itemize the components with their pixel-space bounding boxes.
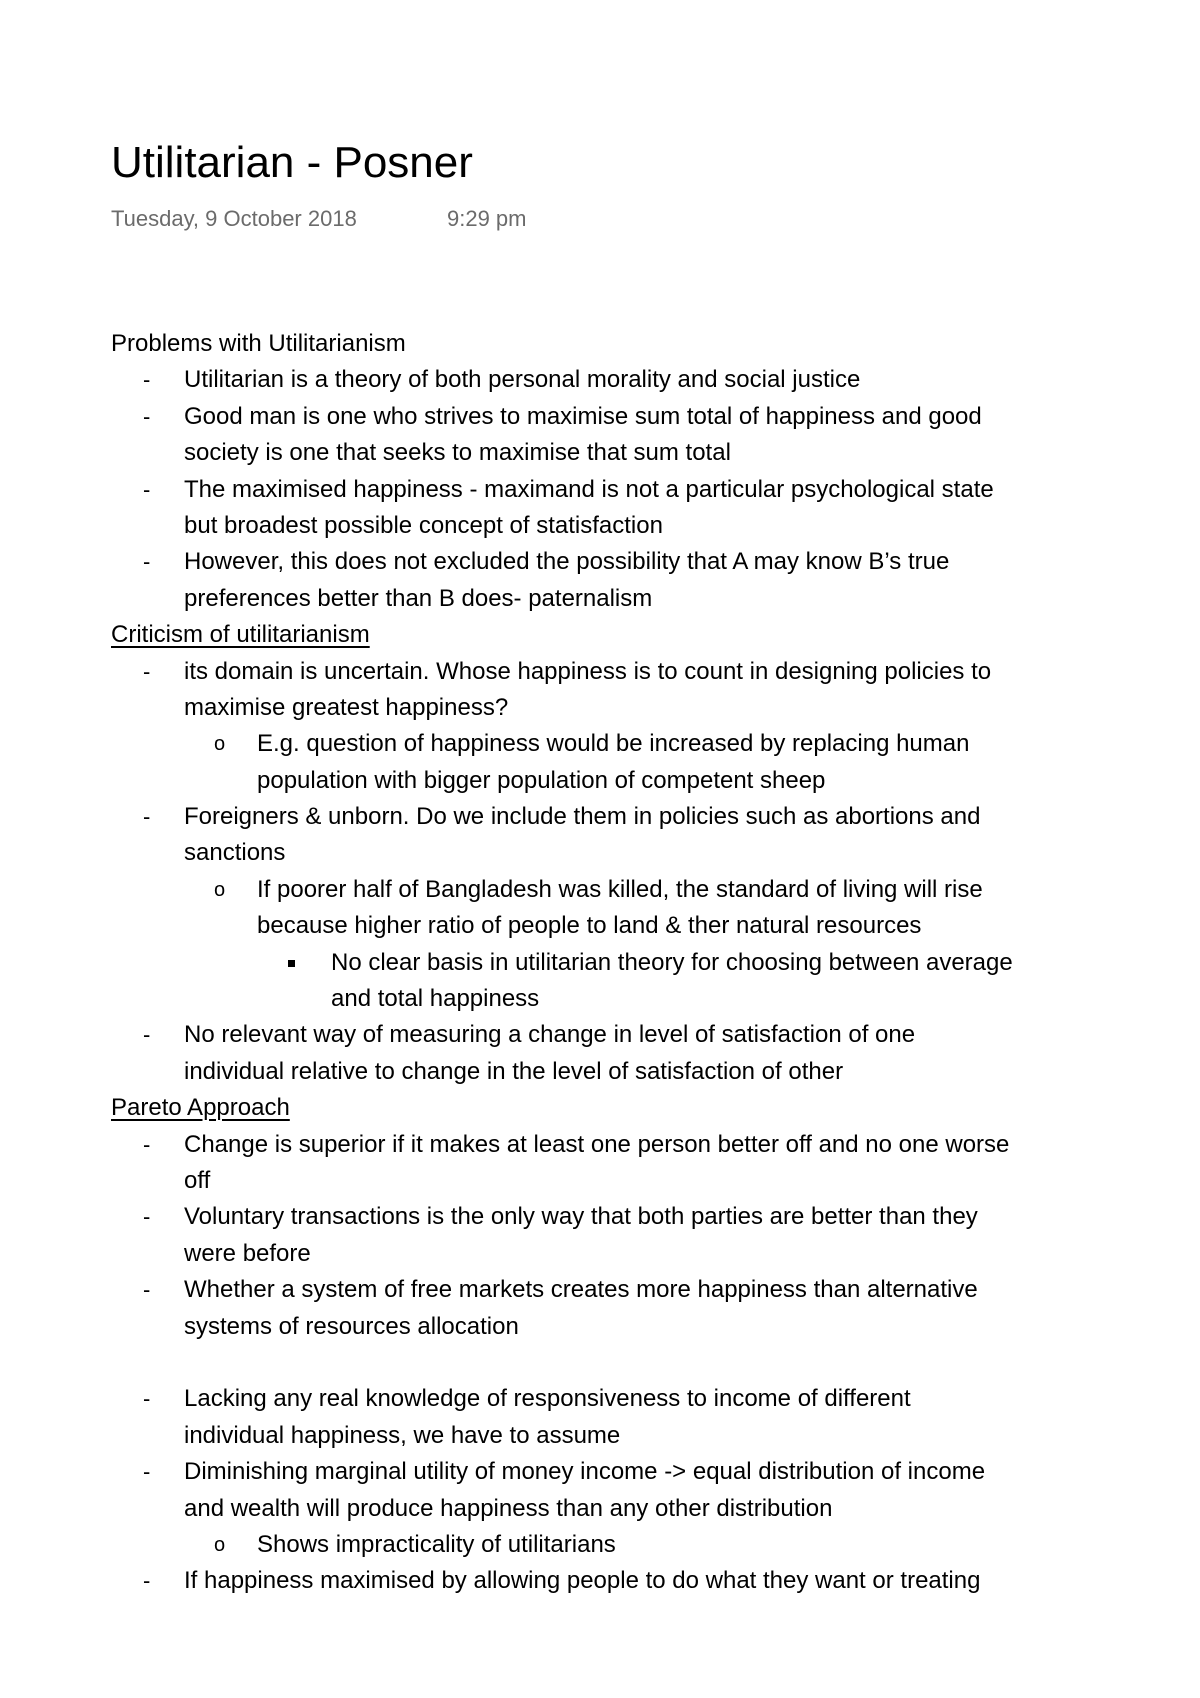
list-item-text: Utilitarian is a theory of both personal morality and social justice xyxy=(184,366,861,394)
list-item-line xyxy=(111,362,1141,398)
list-item-text: E.g. question of happiness would be increased by replacing human xyxy=(257,730,970,758)
list-item-line xyxy=(111,1527,1141,1563)
section-heading xyxy=(111,1090,1141,1126)
list-item-line xyxy=(111,1054,1141,1090)
dash-bullet-icon: - xyxy=(143,1568,151,1594)
list-item-text: population with bigger population of competent sheep xyxy=(257,766,826,794)
note-body xyxy=(111,326,1141,1686)
list-item-line xyxy=(111,835,1141,871)
list-item-line xyxy=(111,1017,1141,1053)
list-item-line xyxy=(111,1127,1141,1163)
list-item-text: If happiness maximised by allowing people to do what they want or treating xyxy=(184,1567,981,1595)
list-item-text: The maximised happiness - maximand is not a particular psychological state xyxy=(184,475,994,503)
list-item-text: and wealth will produce happiness than any other distribution xyxy=(184,1494,833,1522)
list-item-line xyxy=(111,581,1141,617)
list-item-line xyxy=(111,1272,1141,1308)
list-item-text: Voluntary transactions is the only way that both parties are better than they xyxy=(184,1203,978,1231)
list-item-line xyxy=(111,1381,1141,1417)
section-heading-text: Problems with Utilitarianism xyxy=(111,330,406,357)
list-item-line xyxy=(111,1199,1141,1235)
list-item-line xyxy=(111,472,1141,508)
list-item-line xyxy=(111,763,1141,799)
circle-bullet-icon: o xyxy=(214,1533,226,1556)
list-item-line xyxy=(111,872,1141,908)
dash-bullet-icon: - xyxy=(143,1386,151,1412)
list-item-line xyxy=(111,1236,1141,1272)
list-item-text: Lacking any real knowledge of responsiveness to income of different xyxy=(184,1385,911,1413)
blank-line xyxy=(111,1345,1141,1381)
list-item-line xyxy=(111,508,1141,544)
dash-bullet-icon: - xyxy=(143,1204,151,1230)
list-item-text: off xyxy=(184,1166,211,1194)
section-heading xyxy=(111,326,1141,362)
list-item-text: its domain is uncertain. Whose happiness is to count in designing policies to xyxy=(184,657,992,685)
list-item-line xyxy=(111,399,1141,435)
list-item-line xyxy=(111,1309,1141,1345)
list-item-text: Whether a system of free markets creates more happiness than alternative xyxy=(184,1276,978,1304)
list-item-text: maximise greatest happiness? xyxy=(184,693,509,721)
list-item-text: Foreigners & unborn. Do we include them in policies such as abortions and xyxy=(184,803,981,831)
dash-bullet-icon: - xyxy=(143,804,151,830)
note-time: 9:29 pm xyxy=(447,206,527,231)
list-item-text: society is one that seeks to maximise that sum total xyxy=(184,439,731,467)
list-item-text: because higher ratio of people to land & ther natural resources xyxy=(257,912,922,940)
list-item-text: No relevant way of measuring a change in level of satisfaction of one xyxy=(184,1021,916,1049)
dash-bullet-icon: - xyxy=(143,658,151,684)
list-item-line xyxy=(111,435,1141,471)
list-item-text: No clear basis in utilitarian theory for choosing between average xyxy=(331,948,1013,976)
list-item-line xyxy=(111,654,1141,690)
list-item-line xyxy=(111,908,1141,944)
list-item-text: Good man is one who strives to maximise sum total of happiness and good xyxy=(184,402,982,430)
list-item-text: and total happiness xyxy=(331,985,540,1013)
list-item-line xyxy=(111,945,1141,981)
dash-bullet-icon: - xyxy=(143,549,151,575)
list-item-line xyxy=(111,544,1141,580)
list-item-text: Diminishing marginal utility of money income -> equal distribution of income xyxy=(184,1458,986,1486)
list-item-text: individual relative to change in the level of satisfaction of other xyxy=(184,1057,844,1085)
note-date: Tuesday, 9 October 2018 xyxy=(111,206,357,231)
list-item-text: sanctions xyxy=(184,839,286,867)
list-item-line xyxy=(111,690,1141,726)
dash-bullet-icon: - xyxy=(143,1277,151,1303)
dash-bullet-icon: - xyxy=(143,403,151,429)
dash-bullet-icon: - xyxy=(143,1131,151,1157)
list-item-line xyxy=(111,1491,1141,1527)
list-item-text: individual happiness, we have to assume xyxy=(184,1421,621,1449)
list-item-line xyxy=(111,1163,1141,1199)
dash-bullet-icon: - xyxy=(143,367,151,393)
list-item-text: preferences better than B does- paternalism xyxy=(184,584,653,612)
dash-bullet-icon: - xyxy=(143,476,151,502)
section-heading-text: Pareto Approach xyxy=(111,1094,290,1122)
list-item-text: systems of resources allocation xyxy=(184,1312,519,1340)
list-item-text: Shows impracticality of utilitarians xyxy=(257,1530,616,1558)
list-item-line xyxy=(111,1454,1141,1490)
dash-bullet-icon: - xyxy=(143,1459,151,1485)
list-item-text: However, this does not excluded the possibility that A may know B’s true xyxy=(184,548,950,576)
list-item-text: were before xyxy=(184,1239,311,1267)
list-item-line xyxy=(111,981,1141,1017)
section-heading xyxy=(111,617,1141,653)
list-item-line xyxy=(111,799,1141,835)
page-title: Utilitarian - Posner xyxy=(111,138,473,187)
list-item-line xyxy=(111,1418,1141,1454)
dash-bullet-icon: - xyxy=(143,1022,151,1048)
list-item-text: If poorer half of Bangladesh was killed, the standard of living will rise xyxy=(257,875,983,903)
circle-bullet-icon: o xyxy=(214,733,226,756)
list-item-text: Change is superior if it makes at least one person better off and no one worse xyxy=(184,1130,1010,1158)
circle-bullet-icon: o xyxy=(214,878,226,901)
section-heading-text: Criticism of utilitarianism xyxy=(111,621,370,649)
list-item-line xyxy=(111,1563,1141,1599)
list-item-line xyxy=(111,726,1141,762)
square-bullet-icon xyxy=(288,960,295,967)
list-item-text: but broadest possible concept of statisfaction xyxy=(184,511,663,539)
